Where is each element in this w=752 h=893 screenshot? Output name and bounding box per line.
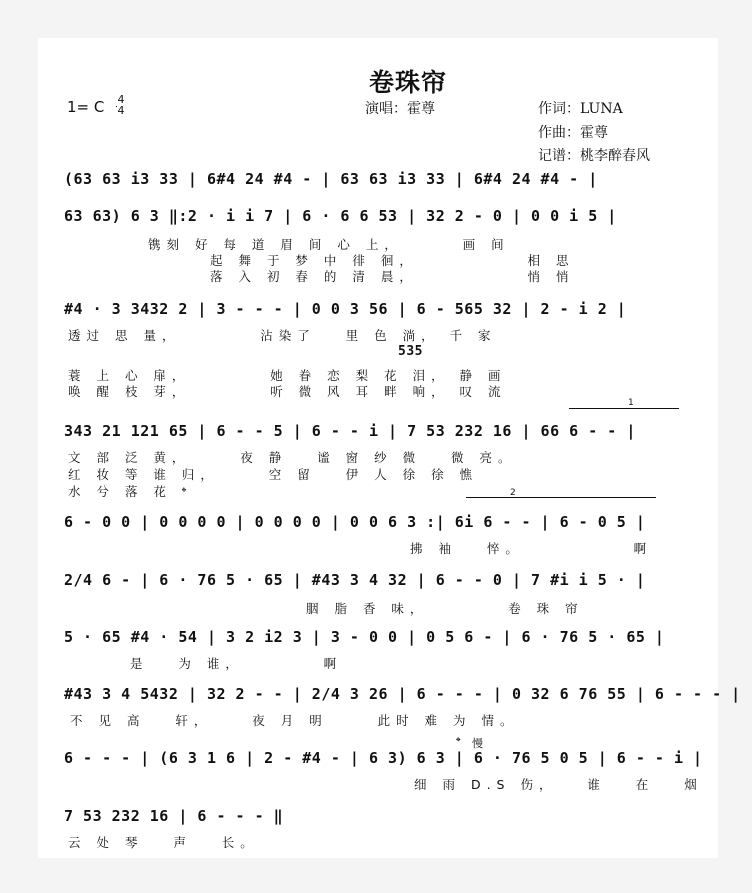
lyricist-credit: 作词：LUNA bbox=[538, 101, 623, 117]
volta-2-number: 2 bbox=[510, 488, 516, 498]
volta-1-number: 1 bbox=[628, 398, 634, 408]
segno-sign: 𝄌 bbox=[456, 735, 461, 750]
volta-2-bracket bbox=[466, 497, 656, 498]
notation-line-3: #4 · 3 3432 2 | 3 - - - | 0 0 3 56 | 6 - 565 32 | 2 - i 2 | bbox=[64, 300, 627, 318]
lyric-line-3a: 透过 思 量， 沾染了 里 色 淌， 千 家 bbox=[68, 328, 497, 343]
tempo-mark-slow: 慢 bbox=[472, 737, 483, 750]
lyric-line-8: 不 见 高 轩， 夜 月 明 此时 难 为 情。 bbox=[70, 713, 519, 728]
lyric-line-5: 拂 袖 悴。 啊 bbox=[410, 541, 653, 556]
key-signature: 1= C bbox=[67, 98, 105, 116]
notation-line-2: 63 63) 6 3 ‖:2 · i i 7 | 6 · 6 6 53 | 32 2 - 0 | 0 0 i 5 | bbox=[64, 207, 617, 225]
notation-line-9: 6 - - - | (6 3 1 6 | 2 - #4 - | 6 3) 6 3 | 6 · 76 5 0 5 | 6 - - i | bbox=[64, 749, 703, 767]
lyric-line-4b: 红 妆 等 谁 归， 空 留 伊 人 徐 徐 憔 bbox=[68, 467, 479, 482]
notation-line-10: 7 53 232 16 | 6 - - - ‖ bbox=[64, 807, 284, 825]
lyric-line-7: 是 为 谁， 啊 bbox=[130, 656, 343, 671]
notation-line-7: 5 · 65 #4 · 54 | 3 2 i2 3 | 3 - 0 0 | 0 5 6 - | 6 · 76 5 · 65 | bbox=[64, 628, 665, 646]
notation-line-5: 6 - 0 0 | 0 0 0 0 | 0 0 0 0 | 0 0 6 3 :| 6i 6 - - | 6 - 0 5 | bbox=[64, 513, 646, 531]
lyric-line-6: 胭 脂 香 味， 卷 珠 帘 bbox=[306, 601, 584, 616]
song-title: 卷珠帘 bbox=[369, 68, 448, 97]
lyric-line-3b: 蓑 上 心 扉， 她 眷 恋 梨 花 泪， 静 画 bbox=[68, 368, 507, 383]
composer-credit: 作曲：霍尊 bbox=[538, 125, 608, 141]
notation-line-6: 2/4 6 - | 6 · 76 5 · 65 | #43 3 4 32 | 6 - - 0 | 7 #i i 5 · | bbox=[64, 571, 646, 589]
lyric-line-3c: 唤 醒 枝 芽， 听 微 风 耳 畔 响， 叹 流 bbox=[68, 384, 507, 399]
volta-1-bracket bbox=[569, 408, 679, 409]
time-signature: 4 4 bbox=[117, 93, 125, 117]
notation-line-1: (63 63 i3 33 | 6#4 24 #4 - | 63 63 i3 33 | 6#4 24 #4 - | bbox=[64, 170, 598, 188]
lyric-line-10: 云 处 琴 声 长。 bbox=[68, 835, 259, 850]
lyric-line-9: 细 雨 D.S 伤， 谁 在 烟 bbox=[414, 777, 703, 792]
lyric-line-4c: 水 兮 落 花 𝄌 bbox=[68, 484, 193, 499]
lyric-line-2a: 镌刻 好 每 道 眉 间 心 上， 画 间 bbox=[148, 237, 510, 252]
lyric-line-2b: 起 舞 于 梦 中 徘 徊， 相 思 bbox=[210, 253, 575, 268]
variant-notes-535: 535 bbox=[398, 344, 423, 359]
notation-line-8: #43 3 4 5432 | 32 2 - - | 2/4 3 26 | 6 - - - | 0 32 6 76 55 | 6 - - - | bbox=[64, 685, 741, 703]
notation-line-4: 343 21 121 65 | 6 - - 5 | 6 - - i | 7 53 232 16 | 66 6 - - | bbox=[64, 422, 636, 440]
singer-credit: 演唱：霍尊 bbox=[365, 101, 435, 117]
lyric-line-2c: 落 入 初 春 的 清 晨， 悄 悄 bbox=[210, 269, 575, 284]
lyric-line-4a: 文 部 泛 黄， 夜 静 谧 窗 纱 微 微 亮。 bbox=[68, 450, 517, 465]
score-sheet bbox=[38, 38, 741, 858]
transcriber-credit: 记谱：桃李醉春风 bbox=[538, 148, 650, 164]
